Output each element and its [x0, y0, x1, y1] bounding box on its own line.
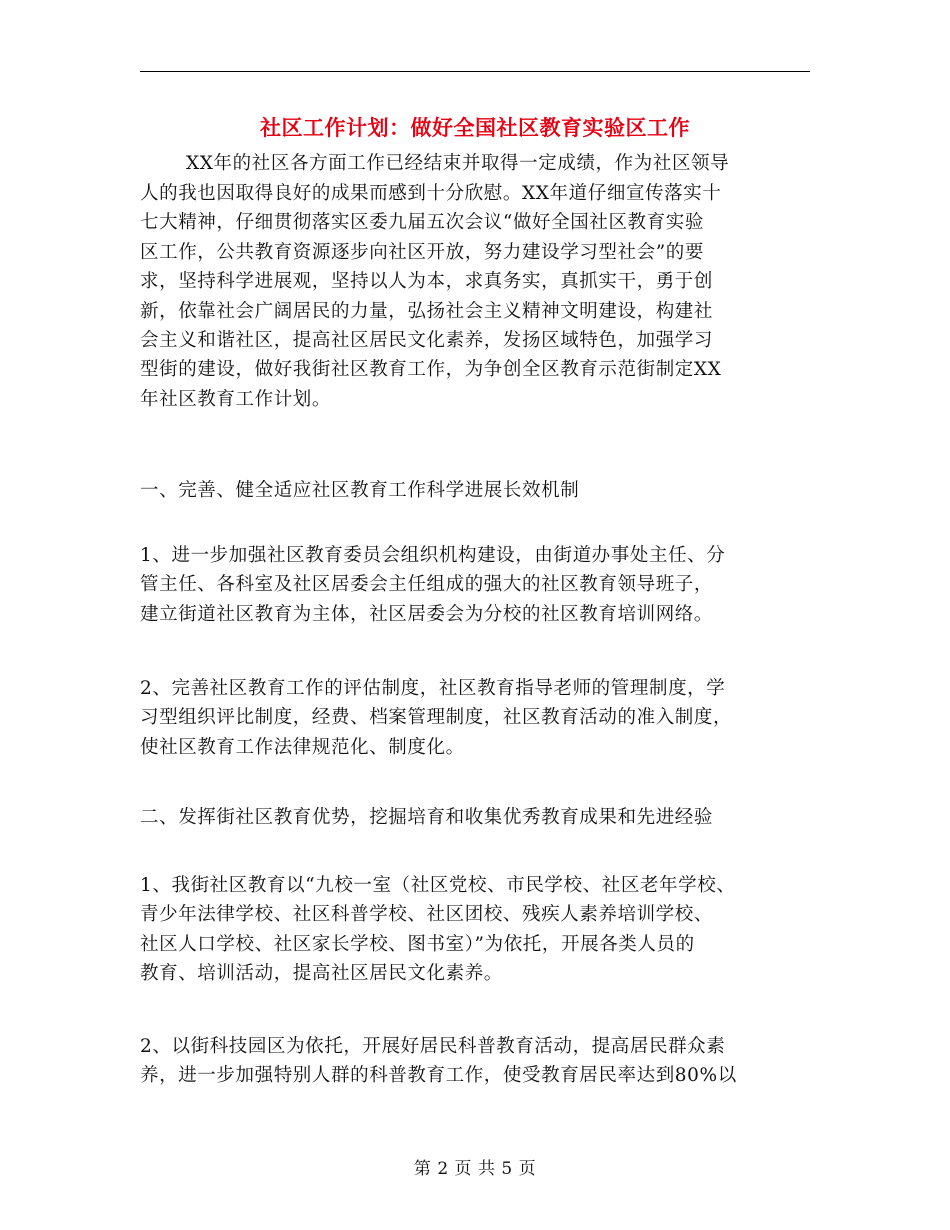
document-title: 社区工作计划：做好全国社区教育实验区工作 [260, 115, 690, 140]
text-line: 年社区教育工作计划。 [140, 389, 332, 410]
text-line: XX年的社区各方面工作已经结束并取得一定成绩，作为社区领导 [186, 153, 730, 174]
section-heading-2: 二、发挥街社区教育优势，挖掘培育和收集优秀教育成果和先进经验 [140, 807, 714, 828]
text-line: 2、以街科技园区为依托，开展好居民科普教育活动，提高居民群众素 [140, 1036, 726, 1057]
text-line: 2、完善社区教育工作的评估制度，社区教育指导老师的管理制度，学 [140, 678, 726, 699]
text-line: 青少年法律学校、社区科普学校、社区团校、残疾人素养培训学校、 [140, 904, 714, 925]
text-line: 新，依靠社会广阔居民的力量，弘扬社会主义精神文明建设，构建社 [140, 301, 714, 322]
text-line: 求，坚持科学进展观，坚持以人为本，求真务实，真抓实干，勇于创 [140, 271, 714, 292]
page-number: 第 2 页 共 5 页 [413, 1159, 537, 1179]
text-line: 养，进一步加强特别人群的科普教育工作，使受教育居民率达到80%以 [140, 1065, 737, 1086]
text-line: 管主任、各科室及社区居委会主任组成的强大的社区教育领导班子， [140, 574, 714, 595]
header-rule [140, 71, 810, 72]
text-line: 教育、培训活动，提高社区居民文化素养。 [140, 963, 503, 984]
text-line: 会主义和谐社区，提高社区居民文化素养，发扬区域特色，加强学习 [140, 330, 714, 351]
section-heading-1: 一、完善、健全适应社区教育工作科学进展长效机制 [140, 480, 580, 501]
text-line: 七大精神，仔细贯彻落实区委九届五次会议“做好全国社区教育实验 [140, 212, 704, 233]
text-line: 习型组织评比制度，经费、档案管理制度，社区教育活动的准入制度， [140, 707, 733, 728]
text-line: 区工作，公共教育资源逐步向社区开放，努力建设学习型社会”的要 [140, 242, 704, 263]
text-line: 建立街道社区教育为主体，社区居委会为分校的社区教育培训网络。 [140, 604, 714, 625]
text-line: 1、我街社区教育以“九校一室（社区党校、市民学校、社区老年学校、 [140, 875, 736, 896]
text-line: 社区人口学校、社区家长学校、图书室）”为依托，开展各类人员的 [140, 934, 695, 955]
text-line: 型街的建设，做好我街社区教育工作，为争创全区教育示范街制定XX [140, 359, 722, 380]
text-line: 人的我也因取得良好的成果而感到十分欣慰。XX年道仔细宣传落实十 [140, 183, 722, 204]
text-line: 1、进一步加强社区教育委员会组织机构建设，由街道办事处主任、分 [140, 545, 726, 566]
text-line: 使社区教育工作法律规范化、制度化。 [140, 737, 465, 758]
